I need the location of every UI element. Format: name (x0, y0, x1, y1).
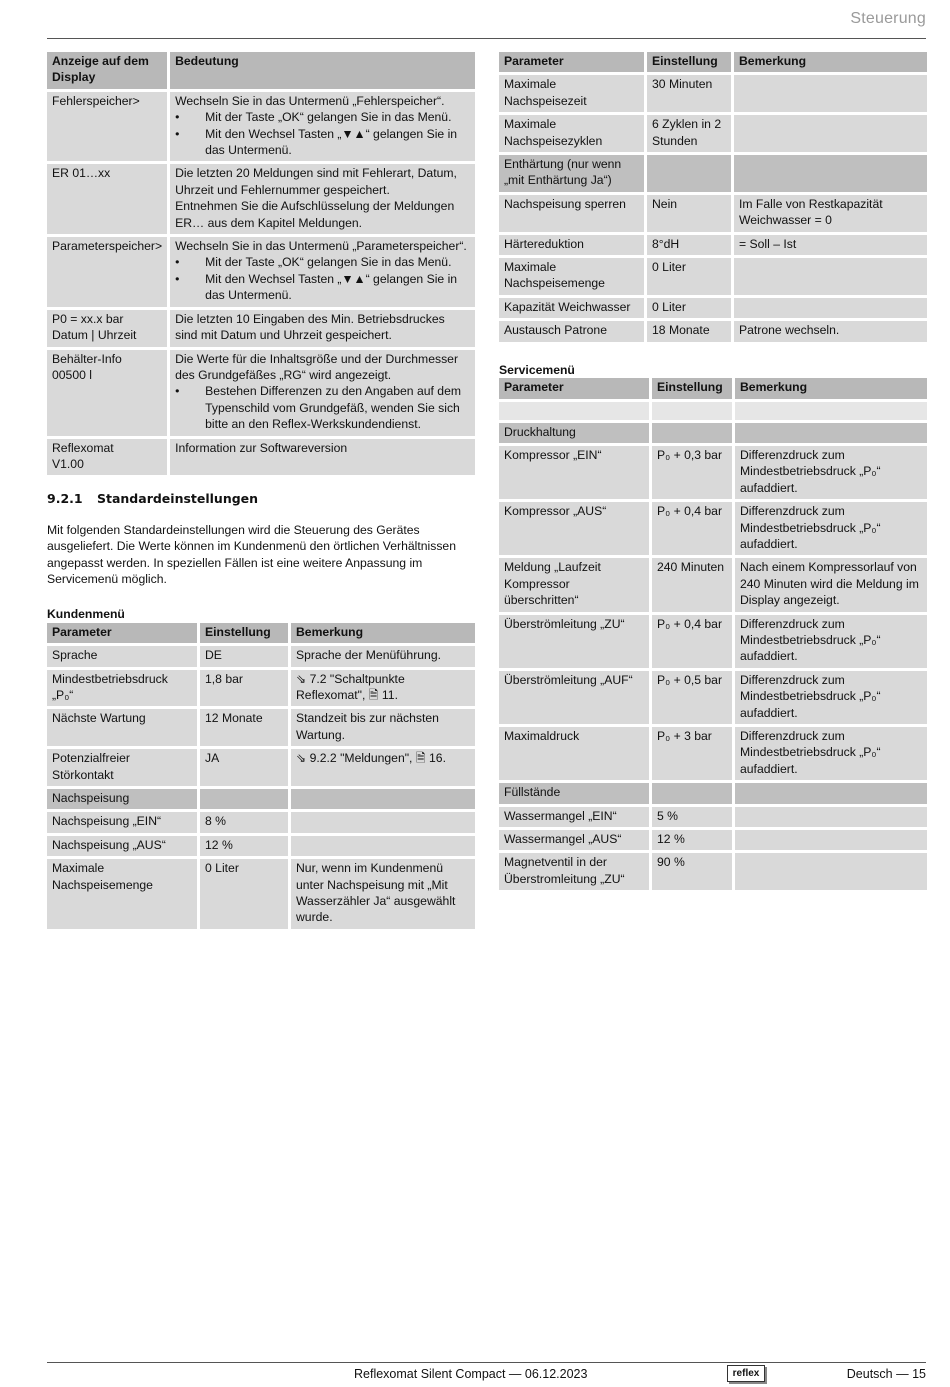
note-cell: Nach einem Kompressorlauf von 240 Minuten wird die Meldung im Display angezeigt. (735, 558, 927, 611)
note-cell (291, 812, 475, 832)
servicemenu-header (499, 378, 927, 398)
note-cell: Nur, wenn im Kundenmenü unter Nachspeisung mit „Mit Wasserzähler Ja“ ausgewählt wurde. (291, 859, 475, 929)
meaning-text-2: Entnehmen Sie die Aufschlüsselung der Meldungen ER… aus dem Kapitel Meldungen. (175, 199, 455, 230)
value-cell (652, 402, 732, 420)
value-cell: P₀ + 0,3 bar (652, 446, 732, 499)
value-cell: P₀ + 3 bar (652, 727, 732, 780)
param-cell: Kompressor „AUS“ (499, 502, 649, 555)
param-cell: Härtereduktion (499, 235, 644, 255)
display-table-header (47, 52, 475, 89)
value-cell: Nein (647, 195, 731, 232)
param-cell: Maximale Nachspeisemenge (499, 258, 644, 295)
table-row (499, 671, 927, 724)
value-cell (652, 783, 732, 803)
table-row (499, 853, 927, 890)
bullet-item: • Mit den Wechsel Tasten „▼▲“ gelangen Sie in das Untermenü. (175, 126, 470, 159)
table-row (47, 836, 475, 856)
param-cell: Maximale Nachspeisemenge (47, 859, 197, 929)
kundenmenu-title: Kundenmenü (47, 607, 125, 622)
display-value-line2: Datum | Uhrzeit (52, 328, 137, 343)
note-cell (291, 789, 475, 809)
footer-page-number: Deutsch — 15 (846, 1367, 926, 1381)
table-row (499, 807, 927, 827)
display-cell (47, 310, 167, 347)
table-row (499, 298, 927, 318)
display-cell (47, 164, 167, 234)
display-value-line2: V1.00 (52, 456, 84, 471)
table-row (499, 830, 927, 850)
param-cell: Maximale Nachspeisezeit (499, 75, 644, 112)
value-cell: 30 Minuten (647, 75, 731, 112)
value-cell: 0 Liter (200, 859, 288, 929)
section-row (499, 783, 927, 803)
value-cell: JA (200, 749, 288, 786)
table-row (499, 195, 927, 232)
note-cell: Differenzdruck zum Mindestbetriebsdruck „P₀“ aufaddiert. (735, 615, 927, 668)
value-cell: 240 Minuten (652, 558, 732, 611)
reflex-logo: reflex (727, 1365, 765, 1382)
value-cell: 8 % (200, 812, 288, 832)
param-cell: Druckhaltung (499, 423, 649, 443)
value-cell: P₀ + 0,5 bar (652, 671, 732, 724)
note-cell (735, 853, 927, 890)
servicemenu-title: Servicemenü (499, 362, 575, 377)
bullet-item: • Mit den Wechsel Tasten „▼▲“ gelangen Sie in das Untermenü. (175, 271, 470, 304)
kundenmenu-table (44, 620, 478, 932)
table-row (499, 558, 927, 611)
table-row (499, 502, 927, 555)
section-row (499, 155, 927, 192)
meaning-cell (170, 237, 475, 307)
display-cell (47, 350, 167, 436)
display-value: Reflexomat (52, 440, 114, 455)
meaning-text: Wechseln Sie in das Untermenü „Fehlerspeicher“. (175, 93, 445, 108)
note-cell: ⇘ 7.2 "Schaltpunkte Reflexomat", 🗎 11. (291, 670, 475, 707)
display-value: Fehlerspeicher> (52, 93, 140, 108)
value-cell: 0 Liter (647, 258, 731, 295)
param-cell: Nachspeisung (47, 789, 197, 809)
param-cell: Sprache (47, 646, 197, 666)
value-cell: 90 % (652, 853, 732, 890)
meaning-text: Die Werte für die Inhaltsgröße und der Durchmesser des Grundgefäßes „RG“ wird angezeigt. (175, 351, 459, 382)
value-cell: DE (200, 646, 288, 666)
value-cell: 5 % (652, 807, 732, 827)
header-cell: Bedeutung (170, 52, 475, 89)
right-column (499, 52, 927, 890)
value-cell: P₀ + 0,4 bar (652, 502, 732, 555)
note-cell (734, 115, 927, 152)
header-cell: Bemerkung (734, 52, 927, 72)
bullet-list (175, 383, 470, 432)
value-cell: 1,8 bar (200, 670, 288, 707)
display-cell (47, 237, 167, 307)
section-number: 9.2.1 (47, 491, 83, 507)
table-row (47, 812, 475, 832)
continued-table (496, 49, 930, 345)
meaning-text: Wechseln Sie in das Untermenü „Parameterspeicher“. (175, 239, 467, 254)
param-cell: Wassermangel „AUS“ (499, 830, 649, 850)
bullet-item: • Mit der Taste „OK“ gelangen Sie in das Menü. (175, 254, 470, 270)
continued-table-header (499, 52, 927, 72)
display-table-row (47, 237, 475, 307)
param-cell: Austausch Patrone (499, 321, 644, 341)
header-cell: Parameter (499, 378, 649, 398)
header-cell: Einstellung (647, 52, 731, 72)
display-value: P0 = xx.x bar (52, 311, 124, 326)
param-cell: Überströmleitung „AUF“ (499, 671, 649, 724)
param-cell: Nachspeisung „EIN“ (47, 812, 197, 832)
display-value: Behälter-Info (52, 351, 122, 366)
table-row (47, 670, 475, 707)
value-cell: 8°dH (647, 235, 731, 255)
bullet-list (175, 109, 470, 158)
param-cell: Nachspeisung sperren (499, 195, 644, 232)
param-cell: Magnetventil in der Überstromleitung „ZU“ (499, 853, 649, 890)
param-cell: Kompressor „EIN“ (499, 446, 649, 499)
meaning-text: Die letzten 20 Meldungen sind mit Fehlerart, Datum, Uhrzeit und Fehlernummer gespeichert. (175, 166, 457, 197)
page-header-title: Steuerung (850, 10, 926, 27)
display-value: Parameterspeicher> (52, 239, 163, 254)
bullet-item: • Mit der Taste „OK“ gelangen Sie in das Menü. (175, 109, 470, 125)
meaning-cell (170, 350, 475, 436)
param-cell: Nachspeisung „AUS“ (47, 836, 197, 856)
note-cell (734, 75, 927, 112)
param-cell: Nächste Wartung (47, 709, 197, 746)
param-cell: Kapazität Weichwasser (499, 298, 644, 318)
meaning-cell (170, 92, 475, 162)
header-cell: Einstellung (652, 378, 732, 398)
meaning-text: Information zur Softwareversion (175, 440, 348, 455)
table-row (499, 321, 927, 341)
display-table-row (47, 92, 475, 162)
table-row (47, 646, 475, 666)
note-cell (735, 807, 927, 827)
note-cell (734, 155, 927, 192)
footer-document-title: Reflexomat Silent Compact — 06.12.2023 (354, 1367, 588, 1381)
meaning-cell (170, 310, 475, 347)
table-row (499, 235, 927, 255)
table-row (47, 859, 475, 929)
note-cell: Differenzdruck zum Mindestbetriebsdruck „P₀“ aufaddiert. (735, 671, 927, 724)
note-cell: Standzeit bis zur nächsten Wartung. (291, 709, 475, 746)
note-cell (735, 830, 927, 850)
value-cell: 0 Liter (647, 298, 731, 318)
value-cell (200, 789, 288, 809)
table-row (499, 115, 927, 152)
param-cell: Meldung „Laufzeit Kompressor überschritten“ (499, 558, 649, 611)
value-cell: 6 Zyklen in 2 Stunden (647, 115, 731, 152)
note-cell: Differenzdruck zum Mindestbetriebsdruck „P₀“ aufaddiert. (735, 446, 927, 499)
value-cell (647, 155, 731, 192)
note-cell: Differenzdruck zum Mindestbetriebsdruck „P₀“ aufaddiert. (735, 502, 927, 555)
note-cell: Differenzdruck zum Mindestbetriebsdruck „P₀“ aufaddiert. (735, 727, 927, 780)
param-cell: Wassermangel „EIN“ (499, 807, 649, 827)
header-cell: Anzeige auf dem Display (47, 52, 167, 89)
value-cell: 12 % (652, 830, 732, 850)
param-cell: Überströmleitung „ZU“ (499, 615, 649, 668)
note-cell: = Soll – Ist (734, 235, 927, 255)
section-row (499, 423, 927, 443)
header-cell: Parameter (47, 623, 197, 643)
table-row (47, 709, 475, 746)
param-cell: Mindestbetriebsdruck „P₀“ (47, 670, 197, 707)
meaning-text: Die letzten 10 Eingaben des Min. Betriebsdruckes sind mit Datum und Uhrzeit gespeichert. (175, 311, 445, 343)
display-table-row (47, 439, 475, 476)
param-cell: Enthärtung (nur wenn „mit Enthärtung Ja“) (499, 155, 644, 192)
note-cell (735, 423, 927, 443)
meaning-cell (170, 439, 475, 476)
value-cell: 12 Monate (200, 709, 288, 746)
bullet-list (175, 254, 470, 303)
table-row (499, 727, 927, 780)
section-intro: Mit folgenden Standardeinstellungen wird die Steuerung des Gerätes ausgeliefert. Die Werte können im Kundenmenü den örtlichen Verhältnissen angepasst werden. In speziellen Fällen ist eine weitere Anpassung im Servicemenü möglich. (47, 522, 456, 586)
display-table-row (47, 350, 475, 436)
note-cell (734, 258, 927, 295)
table-row (499, 402, 927, 420)
header-cell: Einstellung (200, 623, 288, 643)
display-table (44, 49, 478, 478)
note-cell (735, 402, 927, 420)
note-cell: Sprache der Menüführung. (291, 646, 475, 666)
footer-rule (47, 1362, 926, 1363)
table-row (499, 75, 927, 112)
note-cell (734, 298, 927, 318)
value-cell (652, 423, 732, 443)
header-cell: Bemerkung (735, 378, 927, 398)
table-row (499, 615, 927, 668)
value-cell: 18 Monate (647, 321, 731, 341)
table-row (499, 258, 927, 295)
section-title: Standardeinstellungen (97, 491, 259, 507)
note-cell (291, 836, 475, 856)
param-cell: Füllstände (499, 783, 649, 803)
display-value-line2: 00500 l (52, 367, 92, 382)
left-column (47, 52, 475, 929)
bullet-item: • Bestehen Differenzen zu den Angaben auf dem Typenschild vom Grundgefäß, wenden Sie sich bitte an den Reflex-Werkskundendienst. (175, 383, 470, 432)
servicemenu-table (496, 375, 930, 893)
note-cell: ⇘ 9.2.2 "Meldungen", 🗎 16. (291, 749, 475, 786)
table-row (499, 446, 927, 499)
param-cell: Maximale Nachspeisezyklen (499, 115, 644, 152)
param-cell: Maximaldruck (499, 727, 649, 780)
note-cell: Im Falle von Restkapazität Weichwasser = 0 (734, 195, 927, 232)
param-cell (499, 402, 649, 420)
header-cell: Parameter (499, 52, 644, 72)
kundenmenu-header (47, 623, 475, 643)
header-rule (47, 38, 926, 39)
section-row (47, 789, 475, 809)
value-cell: P₀ + 0,4 bar (652, 615, 732, 668)
header-cell: Bemerkung (291, 623, 475, 643)
note-cell (735, 783, 927, 803)
table-row (47, 749, 475, 786)
display-table-row (47, 164, 475, 234)
note-cell: Patrone wechseln. (734, 321, 927, 341)
meaning-cell (170, 164, 475, 234)
param-cell: Potenzialfreier Störkontakt (47, 749, 197, 786)
display-value: ER 01…xx (52, 166, 111, 181)
display-cell (47, 439, 167, 476)
section-heading (47, 491, 475, 507)
display-table-row (47, 310, 475, 347)
value-cell: 12 % (200, 836, 288, 856)
display-cell (47, 92, 167, 162)
